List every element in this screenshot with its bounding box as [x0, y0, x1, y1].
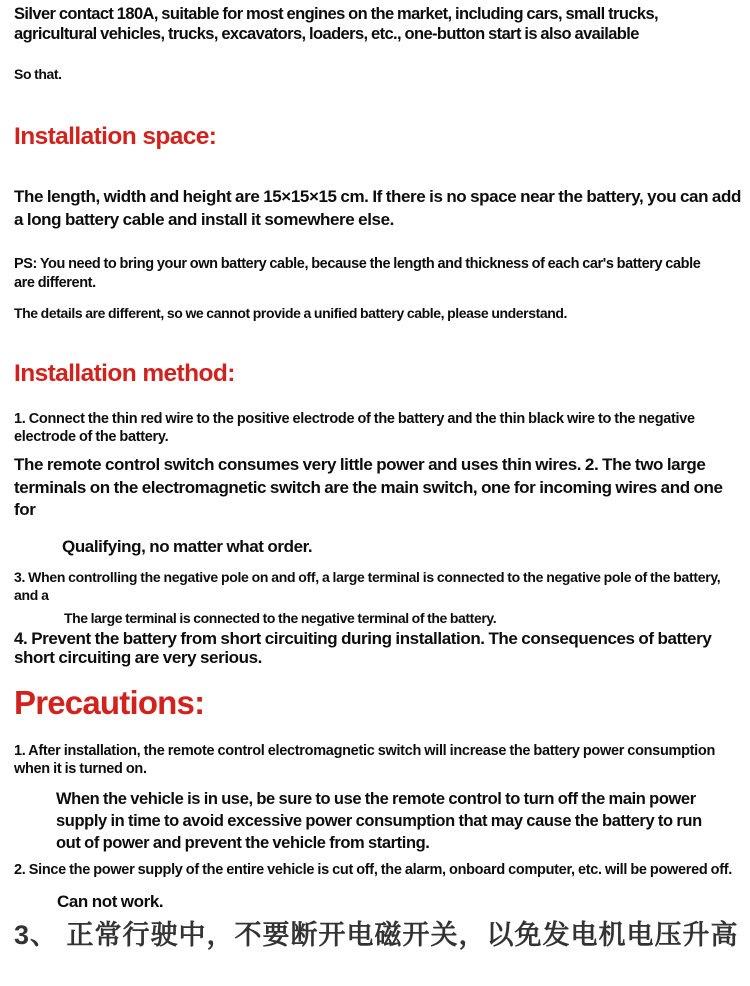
method-step-3-continuation: The large terminal is connected to the negative terminal of the battery.: [64, 609, 497, 626]
method-step-4: 4. Prevent the battery from short circuiting during installation. The consequences of battery short circuiting are very serious.: [14, 628, 712, 667]
installation-method-heading: Installation method:: [14, 360, 235, 387]
precaution-2-continuation: Can not work.: [57, 891, 164, 911]
so-that-text: So that.: [14, 66, 62, 82]
details-note: The details are different, so we cannot provide a unified battery cable, please understand.: [14, 305, 568, 321]
installation-space-body: The length, width and height are 15×15×15 cm. If there is no space near the battery, you can add a long battery cable and install it somewhere else.: [14, 187, 741, 229]
method-step-1: 1. Connect the thin red wire to the positive electrode of the battery and the thin black wire to the negative electrode of the battery.: [14, 411, 695, 445]
installation-space-heading: Installation space:: [14, 123, 217, 150]
precaution-1: 1. After installation, the remote control electromagnetic switch will increase the battery power consumption when it is turned on.: [14, 742, 716, 777]
method-step-2: The remote control switch consumes very little power and uses thin wires. 2. The two large terminals on the electromagnetic switch are the main switch, one for incoming wires and one for: [14, 455, 723, 519]
method-step-2-continuation: Qualifying, no matter what order.: [62, 536, 313, 556]
bottom-cutoff-chinese-line: 3、 正常行驶中，不要断开电磁开关，以免发电机电压升高: [14, 919, 739, 950]
method-step-3: 3. When controlling the negative pole on and off, a large terminal is connected to the negative pole of the battery, and a: [14, 568, 721, 603]
precaution-1-continuation: When the vehicle is in use, be sure to use the remote control to turn off the main power supply in time to avoid excessive power consumption that may cause the battery to run out of power and prevent the vehicle from starting.: [56, 789, 702, 852]
precautions-heading: Precautions:: [14, 683, 205, 721]
precaution-2: 2. Since the power supply of the entire vehicle is cut off, the alarm, onboard computer, etc. will be powered off.: [14, 861, 733, 878]
ps-note: PS: You need to bring your own battery cable, because the length and thickness of each car's battery cable are different.: [14, 256, 701, 291]
intro-paragraph: Silver contact 180A, suitable for most engines on the market, including cars, small trucks, agricultural vehicles, trucks, excavators, loaders, etc., one-button start is also available: [14, 5, 659, 43]
